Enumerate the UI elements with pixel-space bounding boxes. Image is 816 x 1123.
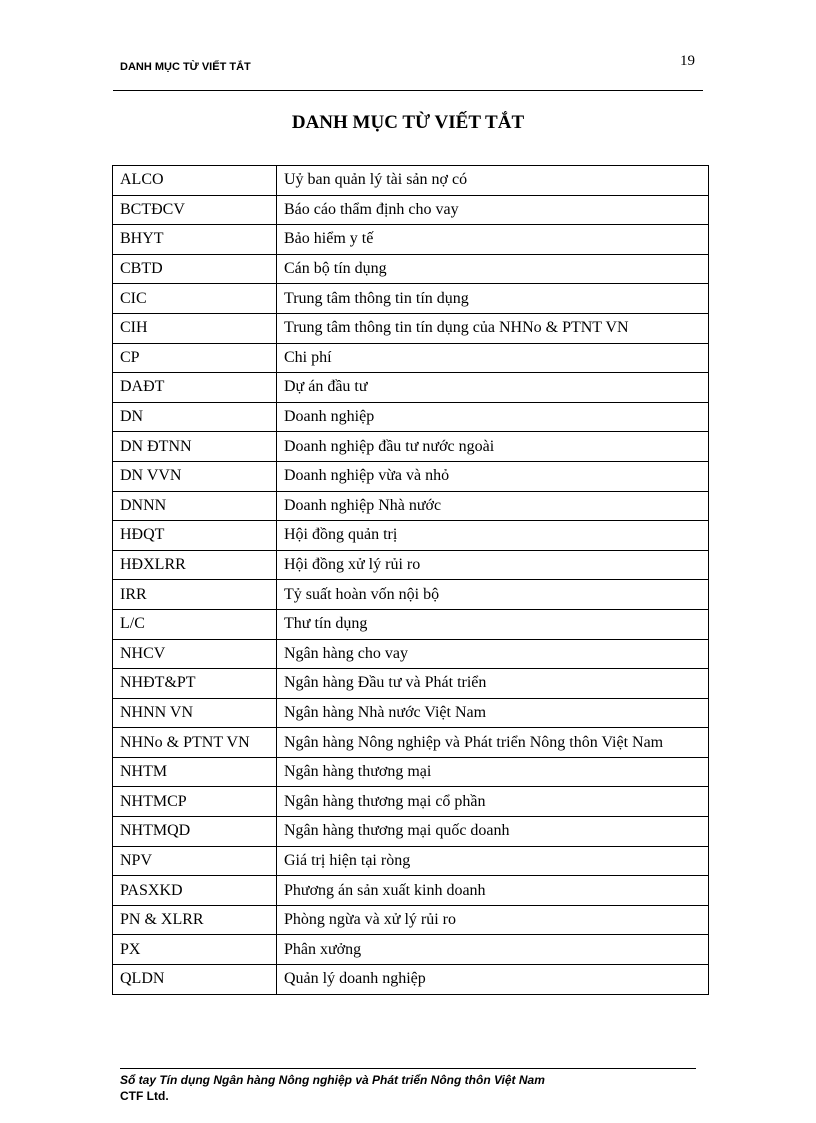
abbreviation-cell: IRR [113, 580, 277, 610]
meaning-cell: Ngân hàng thương mại quốc doanh [277, 817, 709, 847]
meaning-cell: Giá trị hiện tại ròng [277, 846, 709, 876]
abbreviation-cell: NHTMCP [113, 787, 277, 817]
meaning-cell: Ngân hàng thương mại cổ phần [277, 787, 709, 817]
table-row [113, 817, 709, 847]
abbreviation-cell: CBTD [113, 254, 277, 284]
footer-publisher: CTF Ltd. [120, 1089, 169, 1103]
table-row [113, 787, 709, 817]
meaning-cell: Phân xưởng [277, 935, 709, 965]
running-header-title: DANH MỤC TỪ VIẾT TẮT [120, 61, 251, 73]
table-row [113, 284, 709, 314]
abbreviation-cell: NHCV [113, 639, 277, 669]
table-row [113, 639, 709, 669]
abbreviation-cell: PX [113, 935, 277, 965]
page-title: DANH MỤC TỪ VIẾT TẮT [291, 112, 525, 133]
meaning-cell: Ngân hàng Đầu tư và Phát triển [277, 669, 709, 699]
table-row [113, 225, 709, 255]
table-row [113, 343, 709, 373]
meaning-cell: Báo cáo thẩm định cho vay [277, 195, 709, 225]
table-row [113, 373, 709, 403]
table-row [113, 166, 709, 196]
meaning-cell: Dự án đầu tư [277, 373, 709, 403]
abbreviation-cell: HĐQT [113, 521, 277, 551]
abbreviation-cell: NHNN VN [113, 698, 277, 728]
abbreviation-cell: CIC [113, 284, 277, 314]
abbreviation-table-body [113, 166, 709, 995]
meaning-cell: Chi phí [277, 343, 709, 373]
meaning-cell: Hội đồng xử lý rủi ro [277, 550, 709, 580]
abbreviation-cell: DN ĐTNN [113, 432, 277, 462]
meaning-cell: Phòng ngừa và xử lý rủi ro [277, 905, 709, 935]
abbreviation-cell: NPV [113, 846, 277, 876]
abbreviation-cell: BHYT [113, 225, 277, 255]
meaning-cell: Ngân hàng Nông nghiệp và Phát triển Nông thôn Việt Nam [277, 728, 709, 758]
meaning-cell: Cán bộ tín dụng [277, 254, 709, 284]
table-row [113, 550, 709, 580]
meaning-cell: Uỷ ban quản lý tài sản nợ có [277, 166, 709, 196]
abbreviation-cell: ALCO [113, 166, 277, 196]
meaning-cell: Doanh nghiệp đầu tư nước ngoài [277, 432, 709, 462]
table-row [113, 876, 709, 906]
page-number: 19 [680, 53, 695, 69]
table-row [113, 195, 709, 225]
abbreviation-cell: DNNN [113, 491, 277, 521]
meaning-cell: Ngân hàng thương mại [277, 757, 709, 787]
meaning-cell: Trung tâm thông tin tín dụng của NHNo & PTNT VN [277, 313, 709, 343]
abbreviation-cell: CIH [113, 313, 277, 343]
abbreviation-cell: NHTMQD [113, 817, 277, 847]
table-row [113, 905, 709, 935]
table-row [113, 728, 709, 758]
abbreviation-cell: PN & XLRR [113, 905, 277, 935]
table-row [113, 313, 709, 343]
header-divider [113, 90, 703, 91]
table-row [113, 669, 709, 699]
meaning-cell: Quản lý doanh nghiệp [277, 965, 709, 995]
abbreviation-cell: NHNo & PTNT VN [113, 728, 277, 758]
meaning-cell: Ngân hàng cho vay [277, 639, 709, 669]
table-row [113, 580, 709, 610]
abbreviation-cell: L/C [113, 609, 277, 639]
meaning-cell: Trung tâm thông tin tín dụng [277, 284, 709, 314]
abbreviation-cell: DN VVN [113, 461, 277, 491]
meaning-cell: Doanh nghiệp [277, 402, 709, 432]
footer-divider [120, 1068, 696, 1069]
meaning-cell: Phương án sản xuất kinh doanh [277, 876, 709, 906]
table-row [113, 521, 709, 551]
table-row [113, 402, 709, 432]
table-row [113, 698, 709, 728]
table-row [113, 965, 709, 995]
abbreviation-cell: DAĐT [113, 373, 277, 403]
abbreviation-cell: CP [113, 343, 277, 373]
abbreviation-cell: DN [113, 402, 277, 432]
table-row [113, 609, 709, 639]
abbreviation-cell: PASXKD [113, 876, 277, 906]
abbreviation-cell: NHĐT&PT [113, 669, 277, 699]
meaning-cell: Doanh nghiệp vừa và nhỏ [277, 461, 709, 491]
abbreviation-cell: NHTM [113, 757, 277, 787]
table-row [113, 432, 709, 462]
meaning-cell: Tỷ suất hoàn vốn nội bộ [277, 580, 709, 610]
table-row [113, 491, 709, 521]
abbreviation-table [112, 165, 709, 995]
meaning-cell: Ngân hàng Nhà nước Việt Nam [277, 698, 709, 728]
meaning-cell: Doanh nghiệp Nhà nước [277, 491, 709, 521]
table-row [113, 935, 709, 965]
abbreviation-cell: BCTĐCV [113, 195, 277, 225]
footer-book-title: Sổ tay Tín dụng Ngân hàng Nông nghiệp và Phát triển Nông thôn Việt Nam [120, 1073, 545, 1087]
meaning-cell: Thư tín dụng [277, 609, 709, 639]
meaning-cell: Bảo hiểm y tế [277, 225, 709, 255]
table-row [113, 846, 709, 876]
meaning-cell: Hội đồng quản trị [277, 521, 709, 551]
table-row [113, 461, 709, 491]
abbreviation-cell: HĐXLRR [113, 550, 277, 580]
table-row [113, 254, 709, 284]
abbreviation-cell: QLDN [113, 965, 277, 995]
table-row [113, 757, 709, 787]
